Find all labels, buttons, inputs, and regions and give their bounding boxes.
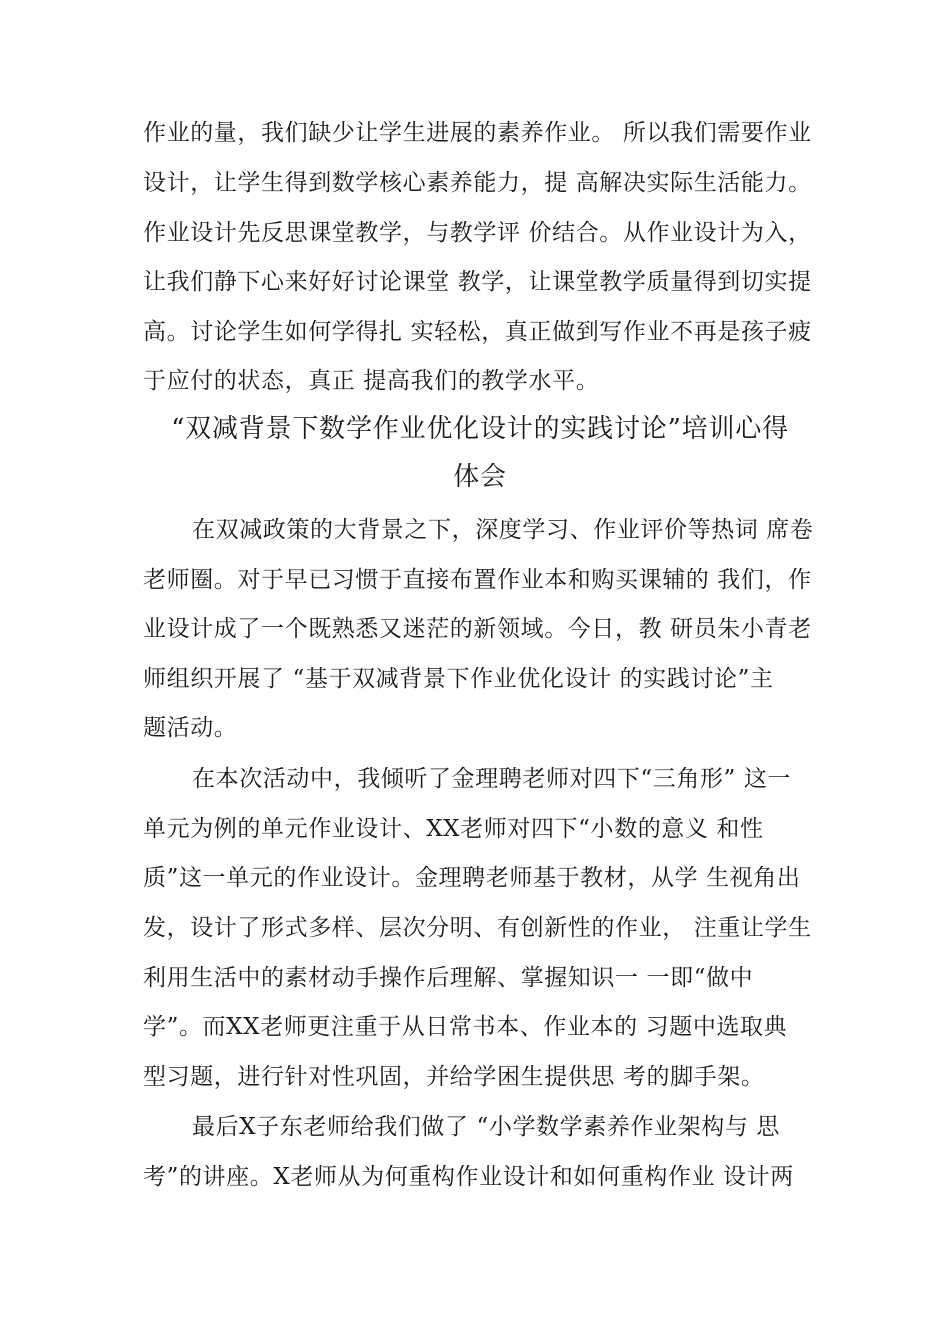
intro-line-3: 作业设计先反思课堂教学，与教学评 价结合。从作业设计为入， bbox=[143, 220, 812, 246]
paragraph2-line-5: 利用生活中的素材动手操作后理解、掌握知识一 一即“做中 bbox=[143, 965, 754, 991]
paragraph2-line-7: 型习题，进行针对性巩固，并给学困生提供思 考的脚手架。 bbox=[143, 1064, 765, 1090]
paragraph2-line-4: 发，设计了形式多样、层次分明、有创新性的作业， 注重让学生 bbox=[143, 915, 812, 941]
intro-line-4: 让我们静下心来好好讨论课堂 教学，让课堂教学质量得到切实提 bbox=[143, 269, 812, 295]
intro-line-6: 于应付的状态，真正 提高我们的教学水平。 bbox=[143, 368, 600, 394]
paragraph1-line-1: 在双减政策的大背景之下，深度学习、作业评价等热词 席卷 bbox=[192, 517, 814, 543]
paragraph2-line-2: 单元为例的单元作业设计、XX老师对四下“小数的意义 和性 bbox=[143, 816, 764, 842]
paragraph2-line-3: 质”这一单元的作业设计。金理聘老师基于教材，从学 生视角出 bbox=[143, 865, 801, 891]
paragraph1-line-3: 业设计成了一个既熟悉又迷茫的新领域。今日，教 研员朱小青老 bbox=[143, 616, 812, 642]
intro-line-5: 高。讨论学生如何学得扎 实轻松，真正做到写作业不再是孩子疲 bbox=[143, 319, 812, 345]
intro-line-1: 作业的量，我们缺少让学生进展的素养作业。 所以我们需要作业 bbox=[143, 120, 812, 146]
intro-line-2: 设计，让学生得到数学核心素养能力，提 高解决实际生活能力。 bbox=[143, 170, 812, 196]
paragraph2-line-1: 在本次活动中，我倾听了金理聘老师对四下“三角形” 这一 bbox=[192, 766, 792, 792]
paragraph3-line-1: 最后X子东老师给我们做了 “小学数学素养作业架构与 思 bbox=[192, 1114, 780, 1140]
paragraph2-line-6: 学”。而XX老师更注重于从日常书本、作业本的 习题中选取典 bbox=[143, 1014, 788, 1040]
paragraph1-line-5: 题活动。 bbox=[143, 715, 238, 741]
paragraph3-line-2: 考”的讲座。X老师从为何重构作业设计和如何重构作业 设计两 bbox=[143, 1164, 794, 1190]
paragraph1-line-4: 师组织开展了 “基于双减背景下作业优化设计 的实践讨论”主 bbox=[143, 666, 774, 692]
paragraph1-line-2: 老师圈。对于早已习惯于直接布置作业本和购买课辅的 我们，作 bbox=[143, 567, 812, 593]
article-title-line-1: “双减背景下数学作业优化设计的实践讨论”培训心得 bbox=[171, 414, 789, 444]
article-title-line-2: 体会 bbox=[453, 462, 507, 492]
